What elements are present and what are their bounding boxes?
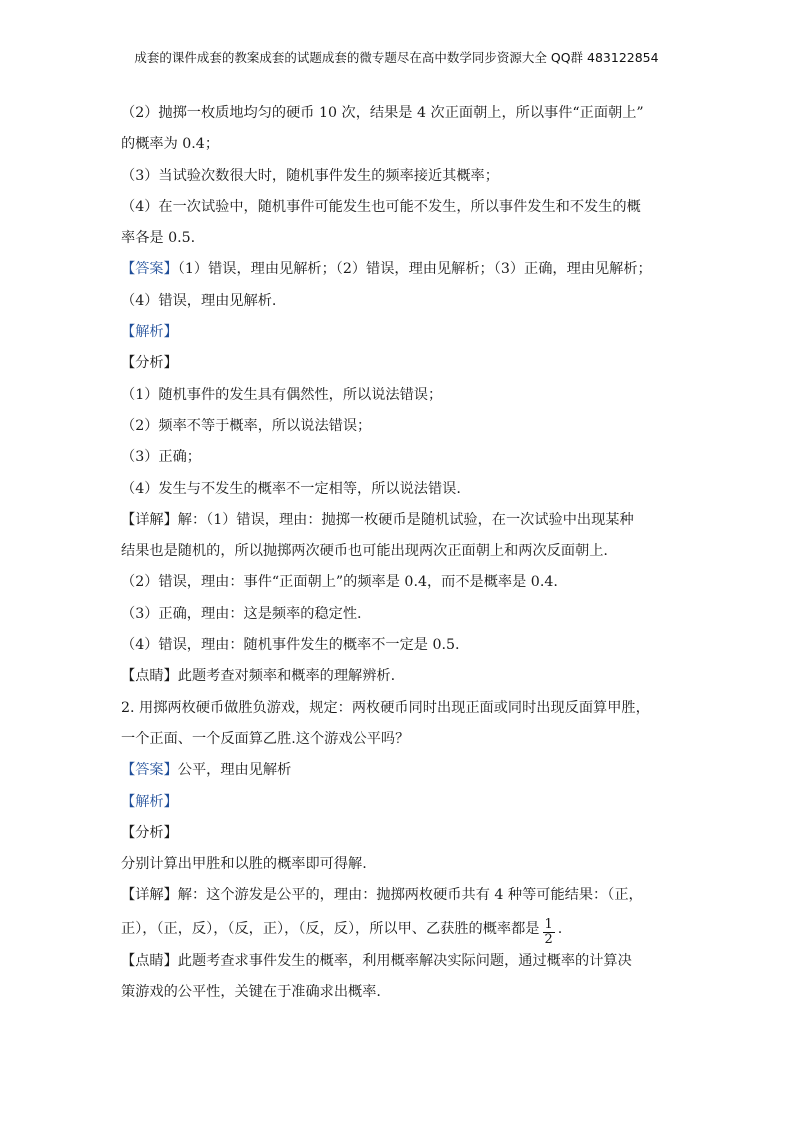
text-line: （4）错误，理由：随机事件发生的概率不一定是 0.5. bbox=[121, 637, 460, 654]
text-line: 【分析】 bbox=[121, 355, 178, 372]
text-line: （4）发生与不发生的概率不一定相等，所以说法错误. bbox=[121, 480, 461, 497]
fraction-numerator: 1 bbox=[544, 917, 553, 933]
text-line: （3）正确，理由：这是频率的稳定性. bbox=[121, 605, 362, 622]
text-line: 策游戏的公平性，关键在于准确求出概率. bbox=[121, 984, 381, 1001]
text-line: （2）错误，理由：事件“正面朝上”的频率是 0.4，而不是概率是 0.4. bbox=[121, 574, 558, 591]
text-line: 结果也是随机的，所以抛掷两次硬币也可能出现两次正面朝上和两次反面朝上. bbox=[121, 543, 608, 560]
answer-tag: 【答案】 bbox=[121, 762, 178, 779]
answer-text: 公平，理由见解析 bbox=[177, 762, 292, 779]
analysis-line bbox=[121, 787, 681, 818]
text-line: 分别计算出甲胜和以胜的概率即可得解. bbox=[121, 856, 367, 873]
text-line: （2）抛掷一枚质地均匀的硬币 10 次，结果是 4 次正面朝上，所以事件“正面朝上” bbox=[121, 105, 644, 121]
answer-tag: 【答案】 bbox=[121, 261, 178, 278]
document-body bbox=[121, 98, 681, 1008]
text-line: 【点睛】此题考查对频率和概率的理解辨析. bbox=[121, 668, 396, 685]
text-line: （4）错误，理由见解析. bbox=[121, 292, 277, 309]
analysis-tag: 【解析】 bbox=[121, 793, 178, 810]
question-line: 一个正面、一个反面算乙胜.这个游戏公平吗？ bbox=[121, 730, 410, 747]
text-line: 【点睛】此题考查求事件发生的概率，利用概率解决实际问题，通过概率的计算决 bbox=[121, 952, 632, 969]
text-line: 【分析】 bbox=[121, 824, 178, 841]
text-line: （4）在一次试验中，随机事件可能发生也可能不发生，所以事件发生和不发生的概 bbox=[121, 198, 641, 215]
page-header: 成套的课件成套的教案成套的试题成套的微专题尽在高中数学同步资源大全 QQ群 483122854 bbox=[134, 50, 659, 65]
text-line: 【详解】解：这个游发是公平的，理由：抛掷两枚硬币共有 4 种等可能结果：（正， bbox=[121, 887, 643, 904]
answer-line bbox=[121, 254, 681, 285]
text-line: 【详解】解：（1）错误，理由：抛掷一枚硬币是随机试验，在一次试验中出现某种 bbox=[121, 511, 634, 528]
fraction bbox=[543, 918, 555, 947]
fraction-denominator: 2 bbox=[544, 932, 553, 948]
analysis-tag: 【解析】 bbox=[121, 324, 178, 341]
text-line: （3）正确； bbox=[121, 449, 201, 466]
text-line: （1）随机事件的发生具有偶然性，所以说法错误； bbox=[121, 386, 443, 403]
text-line: （3）当试验次数很大时，随机事件发生的频率接近其概率； bbox=[121, 167, 499, 184]
question-line: 2. 用掷两枚硬币做胜负游戏，规定：两枚硬币同时出现正面或同时出现反面算甲胜， bbox=[121, 699, 650, 716]
answer-line bbox=[121, 755, 681, 786]
answer-text: （1）错误，理由见解析；（2）错误，理由见解析；（3）正确，理由见解析； bbox=[177, 261, 652, 278]
analysis-line bbox=[121, 317, 681, 348]
text-line: 的概率为 0.4； bbox=[121, 136, 220, 153]
text-line: 率各是 0.5. bbox=[121, 230, 196, 247]
fraction-line-end: . bbox=[557, 920, 563, 937]
fraction-line-text: 正），（正，反），（反，正），（反，反），所以甲、乙获胜的概率都是 bbox=[121, 920, 540, 937]
text-line: （2）频率不等于概率，所以说法错误； bbox=[121, 417, 372, 434]
text-line-with-fraction bbox=[121, 912, 681, 946]
